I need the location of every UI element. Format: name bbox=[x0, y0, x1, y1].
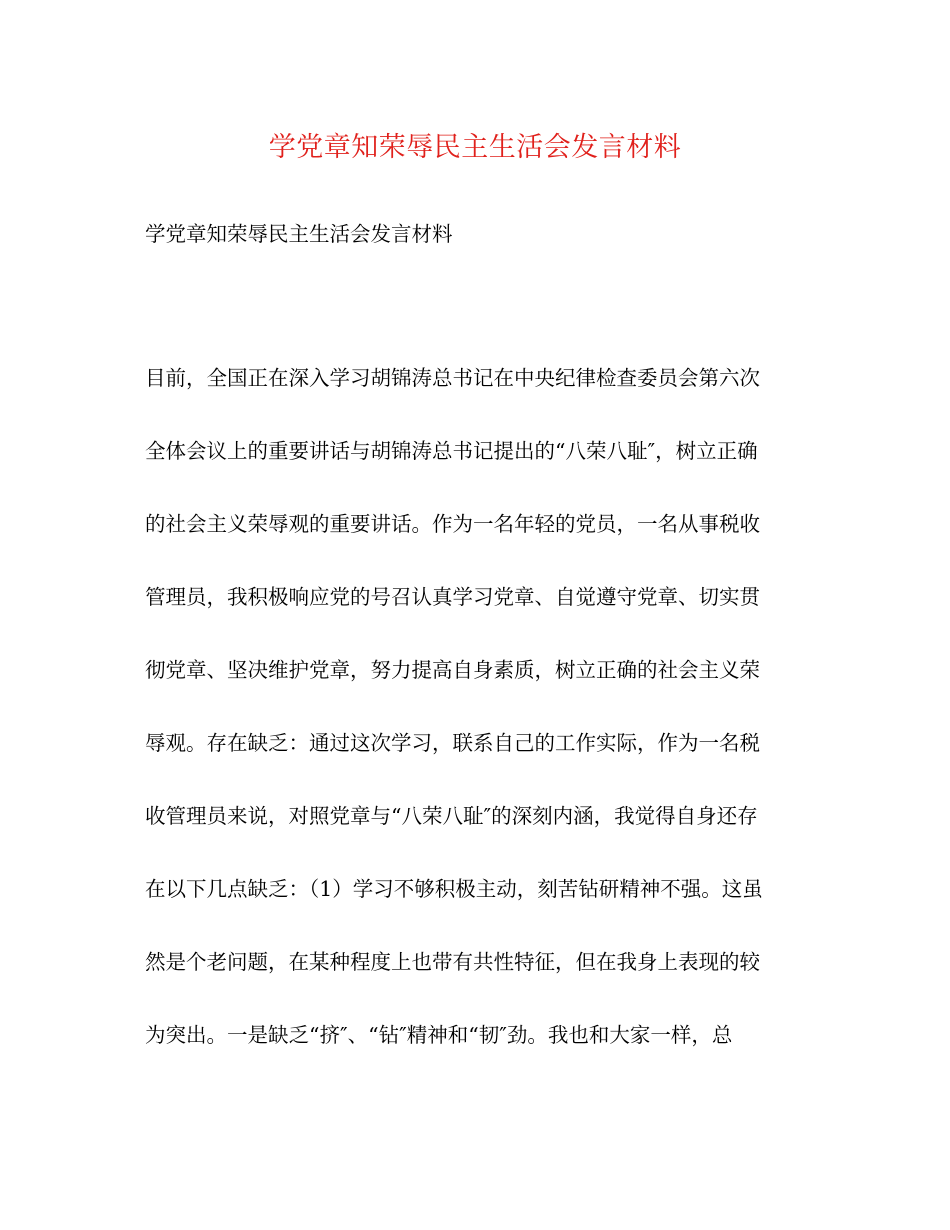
body-line: 彻党章、坚决维护党章，努力提高自身素质，树立正确的社会主义荣 bbox=[145, 658, 760, 682]
body-line: 在以下几点缺乏：（1）学习不够积极主动，刻苦钻研精神不强。这虽 bbox=[145, 877, 763, 901]
document-body bbox=[145, 362, 815, 1092]
body-line: 目前，全国正在深入学习胡锦涛总书记在中央纪律检查委员会第六次 bbox=[145, 366, 760, 390]
body-line: 管理员，我积极响应党的号召认真学习党章、自觉遵守党章、切实贯 bbox=[145, 585, 760, 609]
document-subtitle: 学党章知荣辱民主生活会发言材料 bbox=[145, 222, 453, 246]
document-title: 学党章知荣辱民主生活会发言材料 bbox=[268, 132, 682, 163]
body-line: 全体会议上的重要讲话与胡锦涛总书记提出的“八荣八耻″，树立正确 bbox=[145, 439, 758, 463]
body-line: 为突出。一是缺乏“挤″、“钻″精神和“韧″劲。我也和大家一样，总 bbox=[145, 1023, 733, 1047]
body-line: 收管理员来说，对照党章与“八荣八耻″的深刻内涵，我觉得自身还存 bbox=[145, 804, 758, 828]
body-line: 的社会主义荣辱观的重要讲话。作为一名年轻的党员，一名从事税收 bbox=[145, 512, 760, 536]
body-line: 然是个老问题，在某种程度上也带有共性特征，但在我身上表现的较 bbox=[145, 950, 760, 974]
body-line: 辱观。存在缺乏：通过这次学习，联系自己的工作实际，作为一名税 bbox=[145, 731, 760, 755]
